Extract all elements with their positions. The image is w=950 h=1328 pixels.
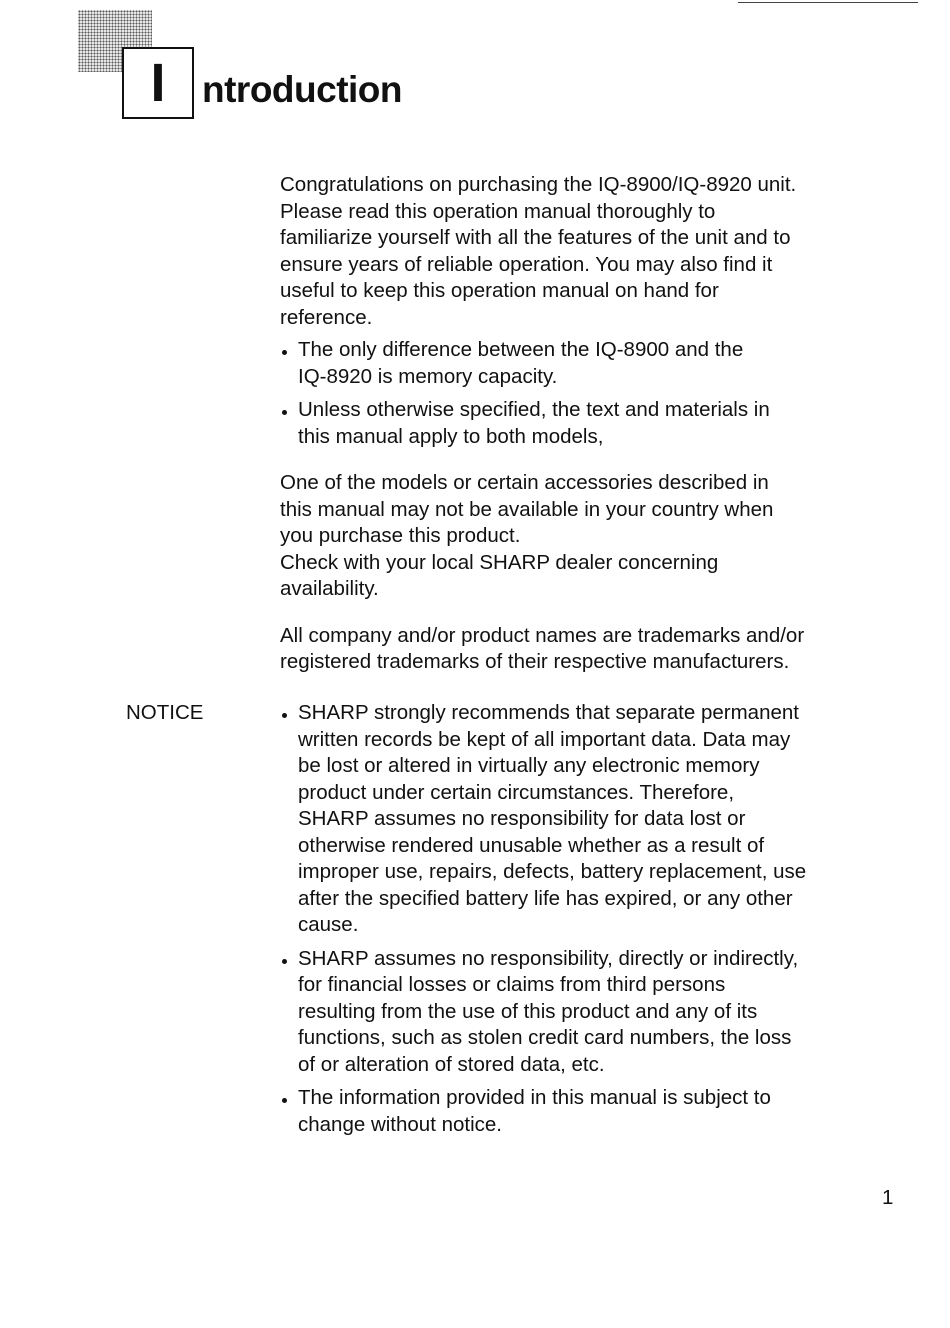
notice-label: NOTICE xyxy=(126,701,204,724)
title-initial-box xyxy=(122,47,194,119)
top-rule xyxy=(738,2,918,3)
list-item: SHARP strongly recommends that separate permanent written records be kept of all important data. Data may be lost or altered in virtually any electronic memory product under certain circumstances. Therefore, SHARP assumes no responsibility for data lost or otherwise rendered unusable whether as a result of improper use, repairs, defects, battery replacement, use after the specified battery life has expired, or any other cause. xyxy=(280,700,860,939)
list-item: Unless otherwise specified, the text and materials in this manual apply to both models, xyxy=(280,397,860,450)
intro-paragraph: Congratulations on purchasing the IQ-8900/IQ-8920 unit. Please read this operation manual thoroughly to familiarize yourself with all the features of the unit and to ensure years of reliable operation. You may also find it useful to keep this operation manual on hand for reference. xyxy=(280,173,797,329)
main-content xyxy=(280,172,860,676)
list-item: The only difference between the IQ-8900 and the IQ-8920 is memory capacity. xyxy=(280,337,860,390)
page-title: ntroduction xyxy=(202,69,403,110)
list-item: SHARP assumes no responsibility, directly or indirectly, for financial losses or claims from third persons resulting from the use of this product and any of its functions, such as stolen credit card numbers, the loss of or alteration of stored data, etc. xyxy=(280,946,860,1079)
intro-bullet-list xyxy=(280,337,860,450)
page-number: 1 xyxy=(882,1186,894,1209)
title-initial: I xyxy=(150,53,166,113)
trademark-paragraph: All company and/or product names are trademarks and/or registered trademarks of their respective manufacturers. xyxy=(280,623,805,673)
notice-bullet-list xyxy=(280,700,860,1145)
list-item: The information provided in this manual is subject to change without notice. xyxy=(280,1085,860,1138)
availability-paragraph: One of the models or certain accessories described in this manual may not be available in your country when you purchase this product. Check with your local SHARP dealer concerning availability. xyxy=(280,471,774,600)
